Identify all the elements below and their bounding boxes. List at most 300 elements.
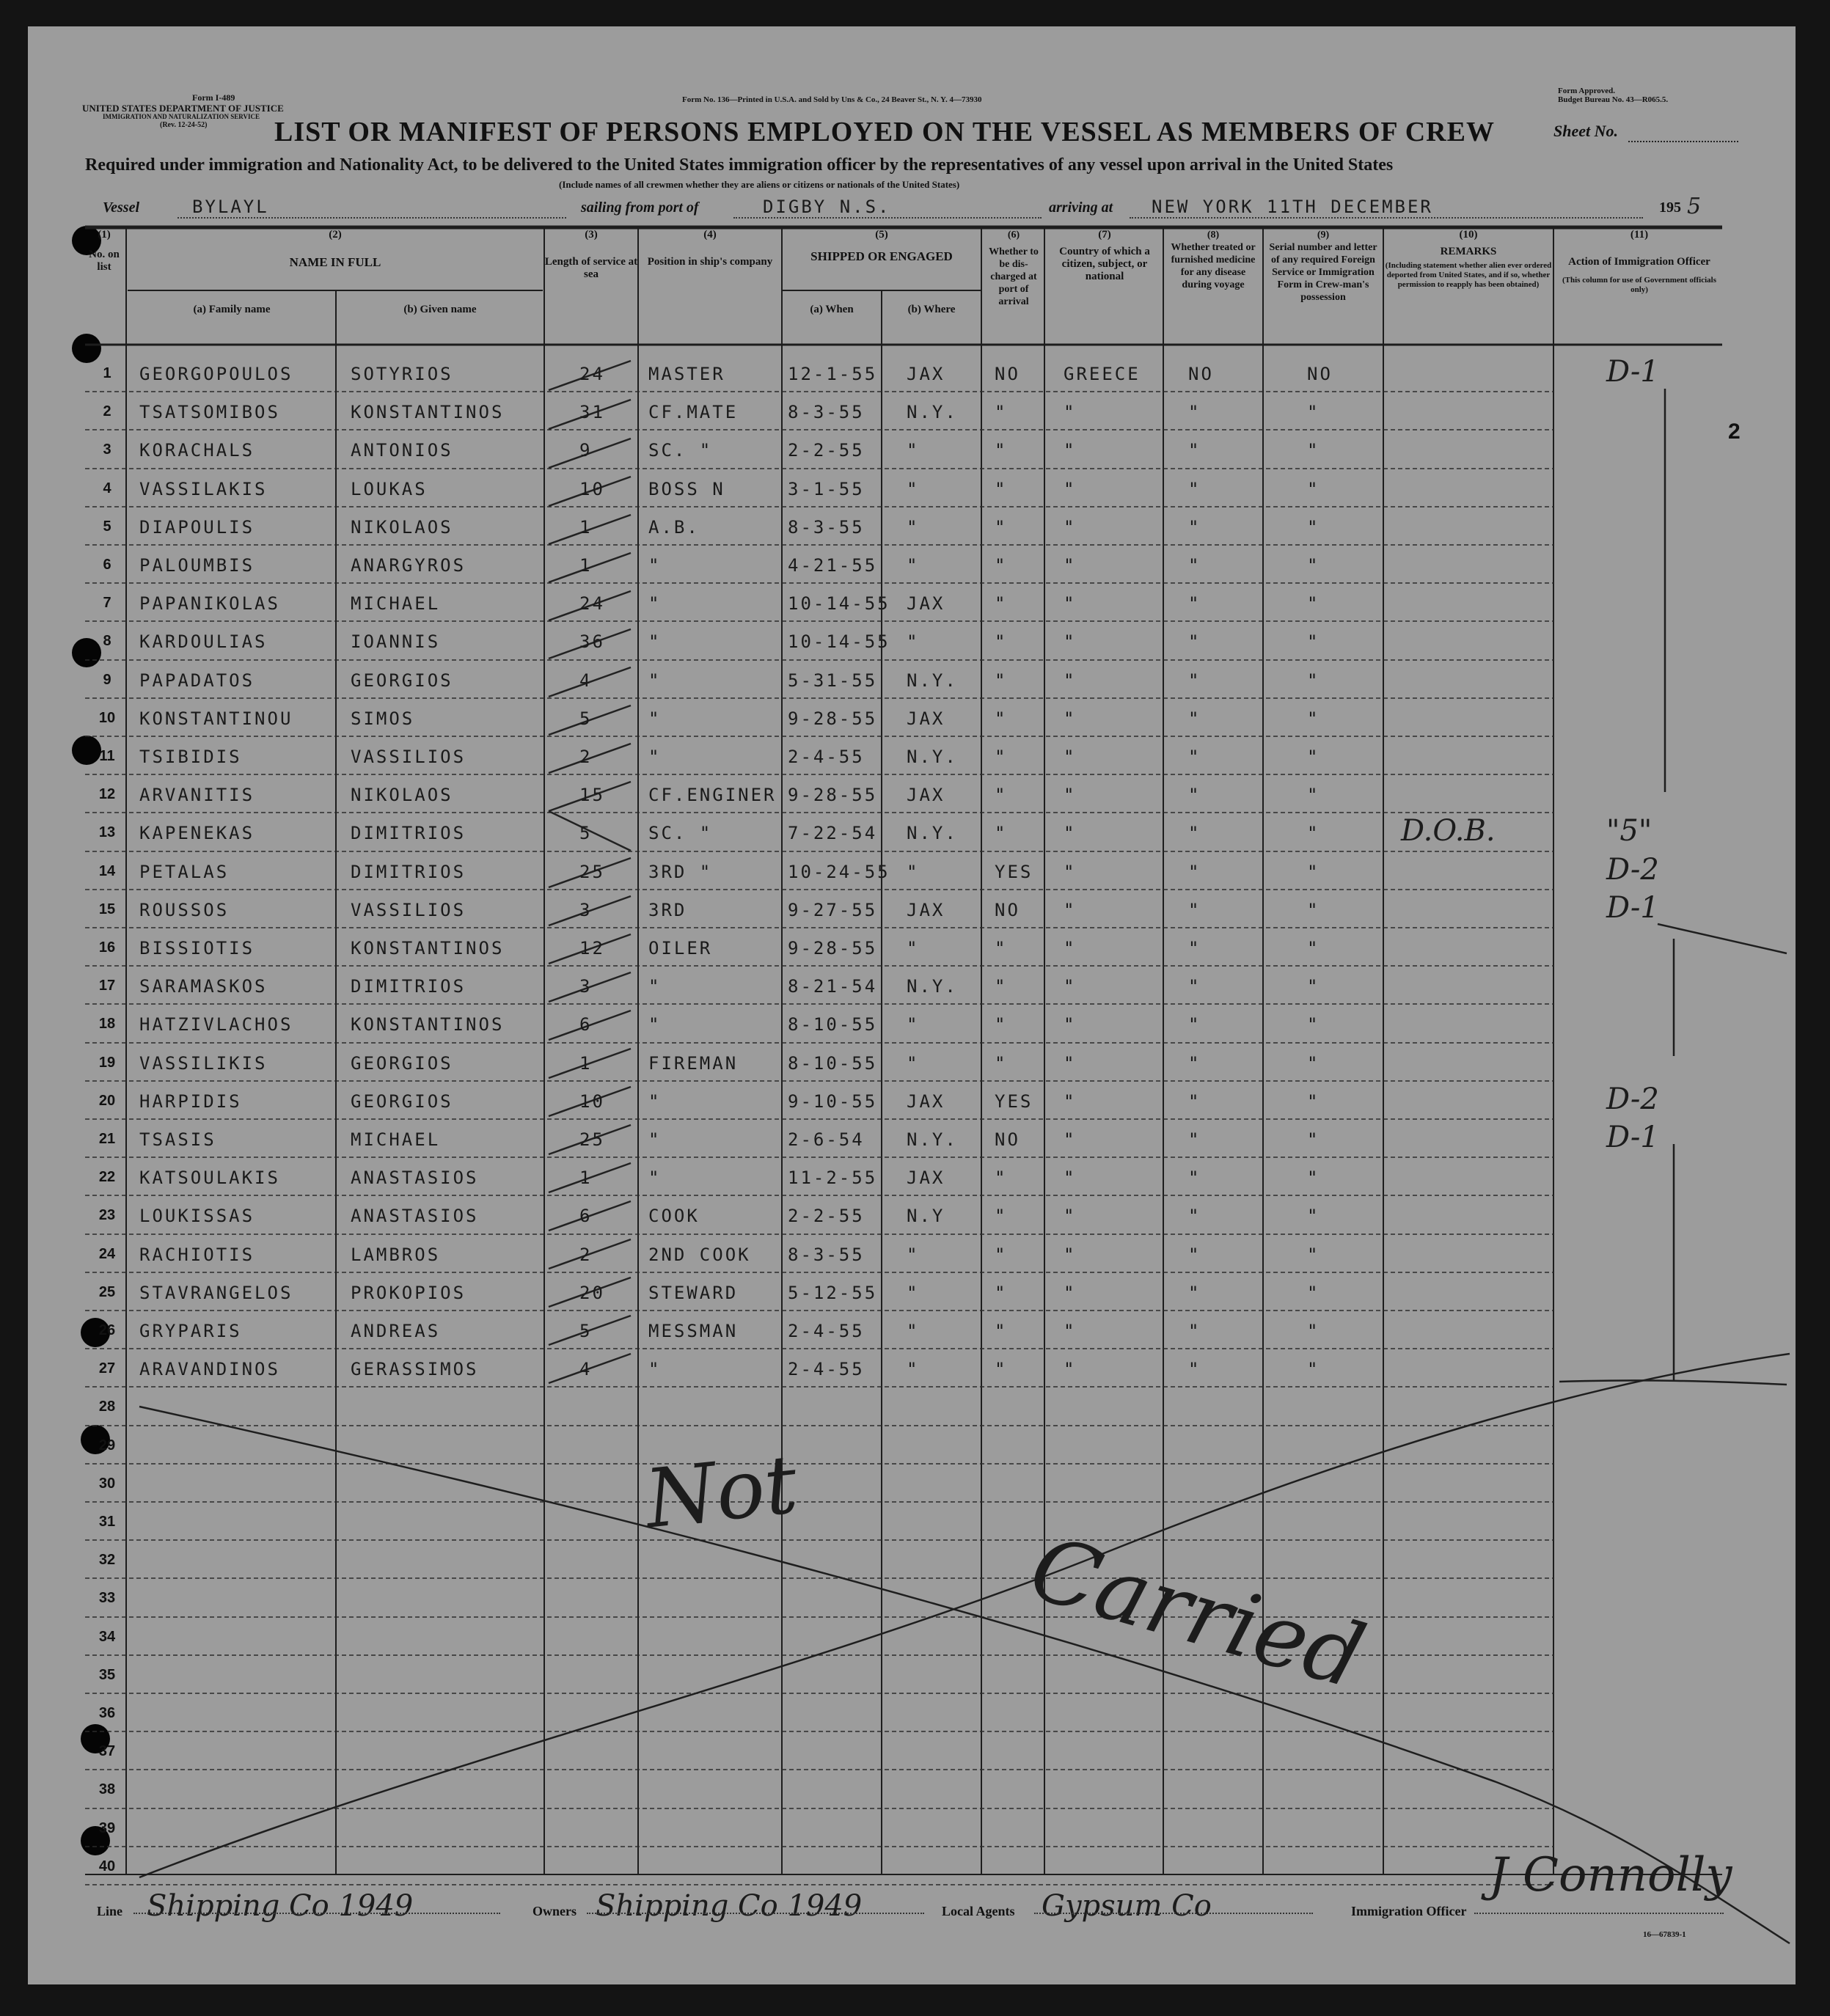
treated-cell[interactable]: " <box>1188 479 1201 499</box>
service-length-cell[interactable]: 24 <box>579 364 605 384</box>
position-cell[interactable]: COOK <box>648 1206 700 1226</box>
discharged-cell[interactable]: " <box>995 1014 1008 1035</box>
shipped-when-cell[interactable]: 10-14-55 <box>788 593 890 614</box>
country-cell[interactable]: " <box>1064 555 1077 576</box>
given-name-cell[interactable]: GERASSIMOS <box>351 1359 479 1379</box>
action-cell[interactable]: D-2 <box>1606 1082 1659 1116</box>
serial-cell[interactable]: " <box>1307 517 1320 538</box>
shipped-when-cell[interactable]: 9-28-55 <box>788 708 878 729</box>
given-name-cell[interactable]: GEORGIOS <box>351 670 453 691</box>
shipped-where-cell[interactable]: N.Y <box>907 1206 945 1226</box>
remarks-cell[interactable]: D.O.B. <box>1401 814 1496 848</box>
shipped-when-cell[interactable]: 9-10-55 <box>788 1091 878 1112</box>
given-name-cell[interactable]: ANASTASIOS <box>351 1206 479 1226</box>
country-cell[interactable]: " <box>1064 1091 1077 1112</box>
country-cell[interactable]: " <box>1064 440 1077 461</box>
position-cell[interactable]: " <box>648 1014 662 1035</box>
shipped-where-cell[interactable]: JAX <box>907 785 945 805</box>
shipped-when-cell[interactable]: 10-14-55 <box>788 631 890 652</box>
shipped-when-cell[interactable]: 8-3-55 <box>788 1245 865 1265</box>
given-name-cell[interactable]: VASSILIOS <box>351 747 466 767</box>
treated-cell[interactable]: " <box>1188 708 1201 729</box>
family-name-cell[interactable]: KARDOULIAS <box>139 631 268 652</box>
service-length-cell[interactable]: 1 <box>579 1053 593 1074</box>
serial-cell[interactable]: " <box>1307 938 1320 958</box>
service-length-cell[interactable]: 5 <box>579 1321 593 1341</box>
position-cell[interactable]: FIREMAN <box>648 1053 739 1074</box>
discharged-cell[interactable]: " <box>995 1245 1008 1265</box>
treated-cell[interactable]: " <box>1188 1168 1201 1188</box>
position-cell[interactable]: CF.MATE <box>648 402 739 422</box>
treated-cell[interactable]: " <box>1188 402 1201 422</box>
position-cell[interactable]: BOSS N <box>648 479 725 499</box>
serial-cell[interactable]: " <box>1307 479 1320 499</box>
treated-cell[interactable]: " <box>1188 1014 1201 1035</box>
treated-cell[interactable]: " <box>1188 631 1201 652</box>
shipped-where-cell[interactable]: " <box>907 440 920 461</box>
shipped-when-cell[interactable]: 2-6-54 <box>788 1129 865 1150</box>
family-name-cell[interactable]: SARAMASKOS <box>139 976 268 997</box>
position-cell[interactable]: MESSMAN <box>648 1321 739 1341</box>
country-cell[interactable]: " <box>1064 785 1077 805</box>
shipped-where-cell[interactable]: JAX <box>907 900 945 920</box>
line-underline <box>133 1913 500 1914</box>
treated-cell[interactable]: " <box>1188 938 1201 958</box>
family-name-cell[interactable]: GEORGOPOULOS <box>139 364 293 384</box>
family-name-cell[interactable]: PETALAS <box>139 862 230 882</box>
treated-cell[interactable]: " <box>1188 1321 1201 1341</box>
given-name-cell[interactable]: NIKOLAOS <box>351 785 453 805</box>
position-cell[interactable]: " <box>648 631 662 652</box>
action-cell[interactable]: D-1 <box>1606 891 1659 925</box>
given-name-cell[interactable]: LAMBROS <box>351 1245 441 1265</box>
position-cell[interactable]: " <box>648 976 662 997</box>
owners-label: Owners <box>532 1904 577 1918</box>
service-length-cell[interactable]: 25 <box>579 1129 605 1150</box>
shipped-when-cell[interactable]: 8-3-55 <box>788 517 865 538</box>
discharged-cell[interactable]: " <box>995 785 1008 805</box>
shipped-when-cell[interactable]: 9-27-55 <box>788 900 878 920</box>
country-cell[interactable]: " <box>1064 862 1077 882</box>
given-name-cell[interactable]: LOUKAS <box>351 479 428 499</box>
shipped-when-cell[interactable]: 2-2-55 <box>788 440 865 461</box>
serial-cell[interactable]: " <box>1307 555 1320 576</box>
family-name-cell[interactable]: TSATSOMIBOS <box>139 402 280 422</box>
service-length-cell[interactable]: 1 <box>579 1168 593 1188</box>
serial-cell[interactable]: " <box>1307 1168 1320 1188</box>
service-length-cell[interactable]: 20 <box>579 1283 605 1303</box>
treated-cell[interactable]: " <box>1188 1091 1201 1112</box>
shipped-where-cell[interactable]: " <box>907 517 920 538</box>
family-name-cell[interactable]: ROUSSOS <box>139 900 230 920</box>
family-name-cell[interactable]: ARVANITIS <box>139 785 255 805</box>
given-name-cell[interactable]: GEORGIOS <box>351 1053 453 1074</box>
service-length-cell[interactable]: 4 <box>579 1359 593 1379</box>
position-cell[interactable]: 3RD " <box>648 862 713 882</box>
shipped-where-cell[interactable]: JAX <box>907 708 945 729</box>
service-length-cell[interactable]: 15 <box>579 785 605 805</box>
discharged-cell[interactable]: " <box>995 631 1008 652</box>
position-cell[interactable]: " <box>648 555 662 576</box>
discharged-cell[interactable]: " <box>995 1359 1008 1379</box>
family-name-cell[interactable]: ARAVANDINOS <box>139 1359 280 1379</box>
service-length-cell[interactable]: 3 <box>579 900 593 920</box>
treated-cell[interactable]: " <box>1188 593 1201 614</box>
treated-cell[interactable]: " <box>1188 900 1201 920</box>
position-cell[interactable]: 2ND COOK <box>648 1245 751 1265</box>
discharged-cell[interactable]: " <box>995 402 1008 422</box>
service-length-cell[interactable]: 24 <box>579 593 605 614</box>
family-name-cell[interactable]: KORACHALS <box>139 440 255 461</box>
serial-cell[interactable]: " <box>1307 1283 1320 1303</box>
position-cell[interactable]: " <box>648 708 662 729</box>
serial-cell[interactable]: " <box>1307 1321 1320 1341</box>
given-name-cell[interactable]: PROKOPIOS <box>351 1283 466 1303</box>
shipped-when-cell[interactable]: 8-3-55 <box>788 402 865 422</box>
discharged-cell[interactable]: " <box>995 1321 1008 1341</box>
service-length-cell[interactable]: 6 <box>579 1014 593 1035</box>
discharged-cell[interactable]: YES <box>995 862 1033 882</box>
treated-cell[interactable]: " <box>1188 1359 1201 1379</box>
treated-cell[interactable]: NO <box>1188 364 1214 384</box>
service-length-cell[interactable]: 6 <box>579 1206 593 1226</box>
country-cell[interactable]: " <box>1064 1014 1077 1035</box>
given-name-cell[interactable]: DIMITRIOS <box>351 862 466 882</box>
shipped-when-cell[interactable]: 2-2-55 <box>788 1206 865 1226</box>
shipped-where-cell[interactable]: JAX <box>907 1168 945 1188</box>
given-name-cell[interactable]: KONSTANTINOS <box>351 402 505 422</box>
country-cell[interactable]: " <box>1064 1129 1077 1150</box>
position-cell[interactable]: " <box>648 593 662 614</box>
shipped-where-cell[interactable]: JAX <box>907 1091 945 1112</box>
shipped-when-cell[interactable]: 8-21-54 <box>788 976 878 997</box>
country-cell[interactable]: " <box>1064 1245 1077 1265</box>
country-cell[interactable]: " <box>1064 1283 1077 1303</box>
country-cell[interactable]: " <box>1064 1168 1077 1188</box>
family-name-cell[interactable]: PAPANIKOLAS <box>139 593 280 614</box>
serial-cell[interactable]: " <box>1307 823 1320 843</box>
position-cell[interactable]: " <box>648 670 662 691</box>
serial-cell[interactable]: " <box>1307 900 1320 920</box>
discharged-cell[interactable]: " <box>995 708 1008 729</box>
treated-cell[interactable]: " <box>1188 1129 1201 1150</box>
position-cell[interactable]: " <box>648 1129 662 1150</box>
service-length-cell[interactable]: 5 <box>579 708 593 729</box>
shipped-where-cell[interactable]: " <box>907 862 920 882</box>
given-name-cell[interactable]: ANDREAS <box>351 1321 441 1341</box>
discharged-cell[interactable]: " <box>995 593 1008 614</box>
country-cell[interactable]: " <box>1064 1206 1077 1226</box>
serial-cell[interactable]: " <box>1307 785 1320 805</box>
discharged-cell[interactable]: NO <box>995 364 1020 384</box>
shipped-when-cell[interactable]: 2-4-55 <box>788 747 865 767</box>
family-name-cell[interactable]: RACHIOTIS <box>139 1245 255 1265</box>
carried-annotation: Carried <box>1019 1517 1375 1709</box>
given-name-cell[interactable]: DIMITRIOS <box>351 823 466 843</box>
footer-code: 16—67839-1 <box>1643 1930 1686 1939</box>
discharged-cell[interactable]: " <box>995 1283 1008 1303</box>
treated-cell[interactable]: " <box>1188 976 1201 997</box>
given-name-cell[interactable]: VASSILIOS <box>351 900 466 920</box>
action-cell[interactable]: D-2 <box>1606 853 1659 887</box>
country-cell[interactable]: " <box>1064 593 1077 614</box>
serial-cell[interactable]: " <box>1307 1245 1320 1265</box>
family-name-cell[interactable]: KATSOULAKIS <box>139 1168 280 1188</box>
shipped-where-cell[interactable]: " <box>907 1283 920 1303</box>
service-length-cell[interactable]: 31 <box>579 402 605 422</box>
given-name-cell[interactable]: KONSTANTINOS <box>351 1014 505 1035</box>
shipped-where-cell[interactable]: " <box>907 479 920 499</box>
given-name-cell[interactable]: ANARGYROS <box>351 555 466 576</box>
service-length-cell[interactable]: 5 <box>579 823 593 843</box>
service-length-cell[interactable]: 1 <box>579 517 593 538</box>
family-name-cell[interactable]: VASSILAKIS <box>139 479 268 499</box>
country-cell[interactable]: " <box>1064 1359 1077 1379</box>
country-cell[interactable]: " <box>1064 900 1077 920</box>
row-number: 28 <box>98 1399 116 1415</box>
treated-cell[interactable]: " <box>1188 747 1201 767</box>
treated-cell[interactable]: " <box>1188 555 1201 576</box>
position-cell[interactable]: " <box>648 1168 662 1188</box>
treated-cell[interactable]: " <box>1188 440 1201 461</box>
discharged-cell[interactable]: NO <box>995 1129 1020 1150</box>
treated-cell[interactable]: " <box>1188 1283 1201 1303</box>
serial-cell[interactable]: " <box>1307 976 1320 997</box>
treated-cell[interactable]: " <box>1188 670 1201 691</box>
service-length-cell[interactable]: 3 <box>579 976 593 997</box>
position-cell[interactable]: STEWARD <box>648 1283 739 1303</box>
treated-cell[interactable]: " <box>1188 517 1201 538</box>
serial-cell[interactable]: " <box>1307 708 1320 729</box>
given-name-cell[interactable]: IOANNIS <box>351 631 441 652</box>
service-length-cell[interactable]: 10 <box>579 1091 605 1112</box>
margin-note: 2 <box>1728 419 1741 444</box>
given-name-cell[interactable]: MICHAEL <box>351 1129 441 1150</box>
family-name-cell[interactable]: TSIBIDIS <box>139 747 242 767</box>
shipped-where-cell[interactable]: N.Y. <box>907 1129 958 1150</box>
discharged-cell[interactable]: " <box>995 976 1008 997</box>
department-name: UNITED STATES DEPARTMENT OF JUSTICE <box>82 103 284 114</box>
service-length-cell[interactable]: 36 <box>579 631 605 652</box>
position-cell[interactable]: OILER <box>648 938 713 958</box>
given-name-cell[interactable]: MICHAEL <box>351 593 441 614</box>
discharged-cell[interactable]: " <box>995 1168 1008 1188</box>
shipped-where-cell[interactable]: " <box>907 1359 920 1379</box>
serial-cell[interactable]: " <box>1307 1359 1320 1379</box>
discharged-cell[interactable]: " <box>995 1053 1008 1074</box>
shipped-when-cell[interactable]: 7-22-54 <box>788 823 878 843</box>
position-cell[interactable]: SC. " <box>648 440 713 461</box>
serial-cell[interactable]: " <box>1307 440 1320 461</box>
service-length-cell[interactable]: 25 <box>579 862 605 882</box>
shipped-where-cell[interactable]: " <box>907 1245 920 1265</box>
service-length-cell[interactable]: 4 <box>579 670 593 691</box>
serial-cell[interactable]: " <box>1307 1091 1320 1112</box>
col-no-header: (1) No. on list <box>89 229 120 273</box>
country-cell[interactable]: " <box>1064 1053 1077 1074</box>
discharged-cell[interactable]: " <box>995 823 1008 843</box>
discharged-cell[interactable]: " <box>995 479 1008 499</box>
given-name-cell[interactable]: ANASTASIOS <box>351 1168 479 1188</box>
shipped-when-cell[interactable]: 8-10-55 <box>788 1053 878 1074</box>
family-name-cell[interactable]: DIAPOULIS <box>139 517 255 538</box>
page-title: LIST OR MANIFEST OF PERSONS EMPLOYED ON THE VESSEL AS MEMBERS OF CREW <box>274 117 1495 147</box>
treated-cell[interactable]: " <box>1188 823 1201 843</box>
treated-cell[interactable]: " <box>1188 862 1201 882</box>
serial-cell[interactable]: " <box>1307 402 1320 422</box>
action-cell[interactable]: D-1 <box>1606 1121 1659 1154</box>
discharged-cell[interactable]: " <box>995 670 1008 691</box>
family-name-cell[interactable]: GRYPARIS <box>139 1321 242 1341</box>
family-name-cell[interactable]: HARPIDIS <box>139 1091 242 1112</box>
given-name-cell[interactable]: ANTONIOS <box>351 440 453 461</box>
shipped-where-cell[interactable]: " <box>907 631 920 652</box>
shipped-where-cell[interactable]: JAX <box>907 593 945 614</box>
country-cell[interactable]: " <box>1064 976 1077 997</box>
given-name-cell[interactable]: NIKOLAOS <box>351 517 453 538</box>
col-country-header: (7) Country of which a citizen, subject, or national <box>1059 229 1150 282</box>
shipped-where-cell[interactable]: " <box>907 555 920 576</box>
serial-cell[interactable]: " <box>1307 1206 1320 1226</box>
given-name-cell[interactable]: GEORGIOS <box>351 1091 453 1112</box>
discharged-cell[interactable]: NO <box>995 900 1020 920</box>
country-cell[interactable]: " <box>1064 402 1077 422</box>
serial-cell[interactable]: " <box>1307 670 1320 691</box>
shipped-when-cell[interactable]: 9-28-55 <box>788 785 878 805</box>
action-cell[interactable]: D-1 <box>1606 355 1659 389</box>
position-cell[interactable]: MASTER <box>648 364 725 384</box>
serial-cell[interactable]: " <box>1307 862 1320 882</box>
owners-value: Shipping Co 1949 <box>596 1889 863 1923</box>
country-cell[interactable]: GREECE <box>1064 364 1141 384</box>
shipped-when-cell[interactable]: 2-4-55 <box>788 1359 865 1379</box>
row-number: 4 <box>103 480 111 496</box>
country-cell[interactable]: " <box>1064 479 1077 499</box>
discharged-cell[interactable]: " <box>995 440 1008 461</box>
given-name-cell[interactable]: SIMOS <box>351 708 415 729</box>
shipped-where-cell[interactable]: N.Y. <box>907 976 958 997</box>
family-name-cell[interactable]: KAPENEKAS <box>139 823 255 843</box>
shipped-when-cell[interactable]: 8-10-55 <box>788 1014 878 1035</box>
discharged-cell[interactable]: " <box>995 1206 1008 1226</box>
discharged-cell[interactable]: " <box>995 747 1008 767</box>
shipped-where-cell[interactable]: " <box>907 1053 920 1074</box>
shipped-where-cell[interactable]: " <box>907 938 920 958</box>
shipped-when-cell[interactable]: 5-31-55 <box>788 670 878 691</box>
shipped-when-cell[interactable]: 12-1-55 <box>788 364 878 384</box>
family-name-cell[interactable]: TSASIS <box>139 1129 216 1150</box>
shipped-when-cell[interactable]: 9-28-55 <box>788 938 878 958</box>
serial-cell[interactable]: " <box>1307 1014 1320 1035</box>
position-cell[interactable]: " <box>648 1359 662 1379</box>
shipped-where-cell[interactable]: N.Y. <box>907 747 958 767</box>
shipped-where-cell[interactable]: " <box>907 1321 920 1341</box>
treated-cell[interactable]: " <box>1188 785 1201 805</box>
position-cell[interactable]: CF.ENGINER <box>648 785 777 805</box>
family-name-cell[interactable]: PAPADATOS <box>139 670 255 691</box>
shipped-where-cell[interactable]: " <box>907 1014 920 1035</box>
serial-cell[interactable]: " <box>1307 593 1320 614</box>
country-cell[interactable]: " <box>1064 938 1077 958</box>
shipped-when-cell[interactable]: 10-24-55 <box>788 862 890 882</box>
row-number: 24 <box>98 1246 116 1262</box>
sailing-port[interactable]: DIGBY N.S. <box>763 197 891 217</box>
country-cell[interactable]: " <box>1064 708 1077 729</box>
service-length-cell[interactable]: 10 <box>579 479 605 499</box>
discharged-cell[interactable]: YES <box>995 1091 1033 1112</box>
service-length-cell[interactable]: 12 <box>579 938 605 958</box>
service-length-cell[interactable]: 1 <box>579 555 593 576</box>
position-cell[interactable]: A.B. <box>648 517 700 538</box>
family-name-cell[interactable]: KONSTANTINOU <box>139 708 293 729</box>
shipped-when-cell[interactable]: 4-21-55 <box>788 555 878 576</box>
family-name-cell[interactable]: HATZIVLACHOS <box>139 1014 293 1035</box>
country-cell[interactable]: " <box>1064 747 1077 767</box>
row-number: 7 <box>103 595 111 611</box>
given-name-cell[interactable]: DIMITRIOS <box>351 976 466 997</box>
position-cell[interactable]: " <box>648 1091 662 1112</box>
given-name-cell[interactable]: SOTYRIOS <box>351 364 453 384</box>
treated-cell[interactable]: " <box>1188 1053 1201 1074</box>
discharged-cell[interactable]: " <box>995 555 1008 576</box>
family-name-cell[interactable]: BISSIOTIS <box>139 938 255 958</box>
family-name-cell[interactable]: LOUKISSAS <box>139 1206 255 1226</box>
serial-cell[interactable]: " <box>1307 1053 1320 1074</box>
country-cell[interactable]: " <box>1064 517 1077 538</box>
serial-cell[interactable]: " <box>1307 747 1320 767</box>
discharged-cell[interactable]: " <box>995 517 1008 538</box>
shipped-where-cell[interactable]: JAX <box>907 364 945 384</box>
shipped-when-cell[interactable]: 3-1-55 <box>788 479 865 499</box>
service-length-cell[interactable]: 2 <box>579 1245 593 1265</box>
serial-cell[interactable]: " <box>1307 1129 1320 1150</box>
family-name-cell[interactable]: PALOUMBIS <box>139 555 255 576</box>
given-name-cell[interactable]: KONSTANTINOS <box>351 938 505 958</box>
agents-underline <box>1034 1913 1313 1914</box>
shipped-when-cell[interactable]: 11-2-55 <box>788 1168 878 1188</box>
row-number: 3 <box>103 441 111 458</box>
service-length-cell[interactable]: 2 <box>579 747 593 767</box>
treated-cell[interactable]: " <box>1188 1245 1201 1265</box>
vessel-label: Vessel <box>103 199 139 216</box>
arriving-label: arriving at <box>1049 199 1113 216</box>
position-cell[interactable]: 3RD <box>648 900 687 920</box>
arrival-port-date[interactable]: NEW YORK 11TH DECEMBER <box>1152 197 1433 217</box>
service-length-cell[interactable]: 9 <box>579 440 593 461</box>
family-name-cell[interactable]: VASSILIKIS <box>139 1053 268 1074</box>
discharged-cell[interactable]: " <box>995 938 1008 958</box>
family-name-cell[interactable]: STAVRANGELOS <box>139 1283 293 1303</box>
shipped-where-cell[interactable]: N.Y. <box>907 670 958 691</box>
shipped-where-cell[interactable]: N.Y. <box>907 823 958 843</box>
shipped-when-cell[interactable]: 2-4-55 <box>788 1321 865 1341</box>
country-cell[interactable]: " <box>1064 823 1077 843</box>
shipped-when-cell[interactable]: 5-12-55 <box>788 1283 878 1303</box>
serial-cell[interactable]: NO <box>1307 364 1333 384</box>
serial-cell[interactable]: " <box>1307 631 1320 652</box>
vessel-name[interactable]: BYLAYL <box>192 197 269 217</box>
row-number: 34 <box>98 1629 116 1645</box>
row-number: 35 <box>98 1667 116 1683</box>
treated-cell[interactable]: " <box>1188 1206 1201 1226</box>
position-cell[interactable]: SC. " <box>648 823 713 843</box>
shipped-where-cell[interactable]: N.Y. <box>907 402 958 422</box>
country-cell[interactable]: " <box>1064 1321 1077 1341</box>
position-cell[interactable]: " <box>648 747 662 767</box>
action-cell[interactable]: "5" <box>1606 814 1653 848</box>
country-cell[interactable]: " <box>1064 670 1077 691</box>
country-cell[interactable]: " <box>1064 631 1077 652</box>
